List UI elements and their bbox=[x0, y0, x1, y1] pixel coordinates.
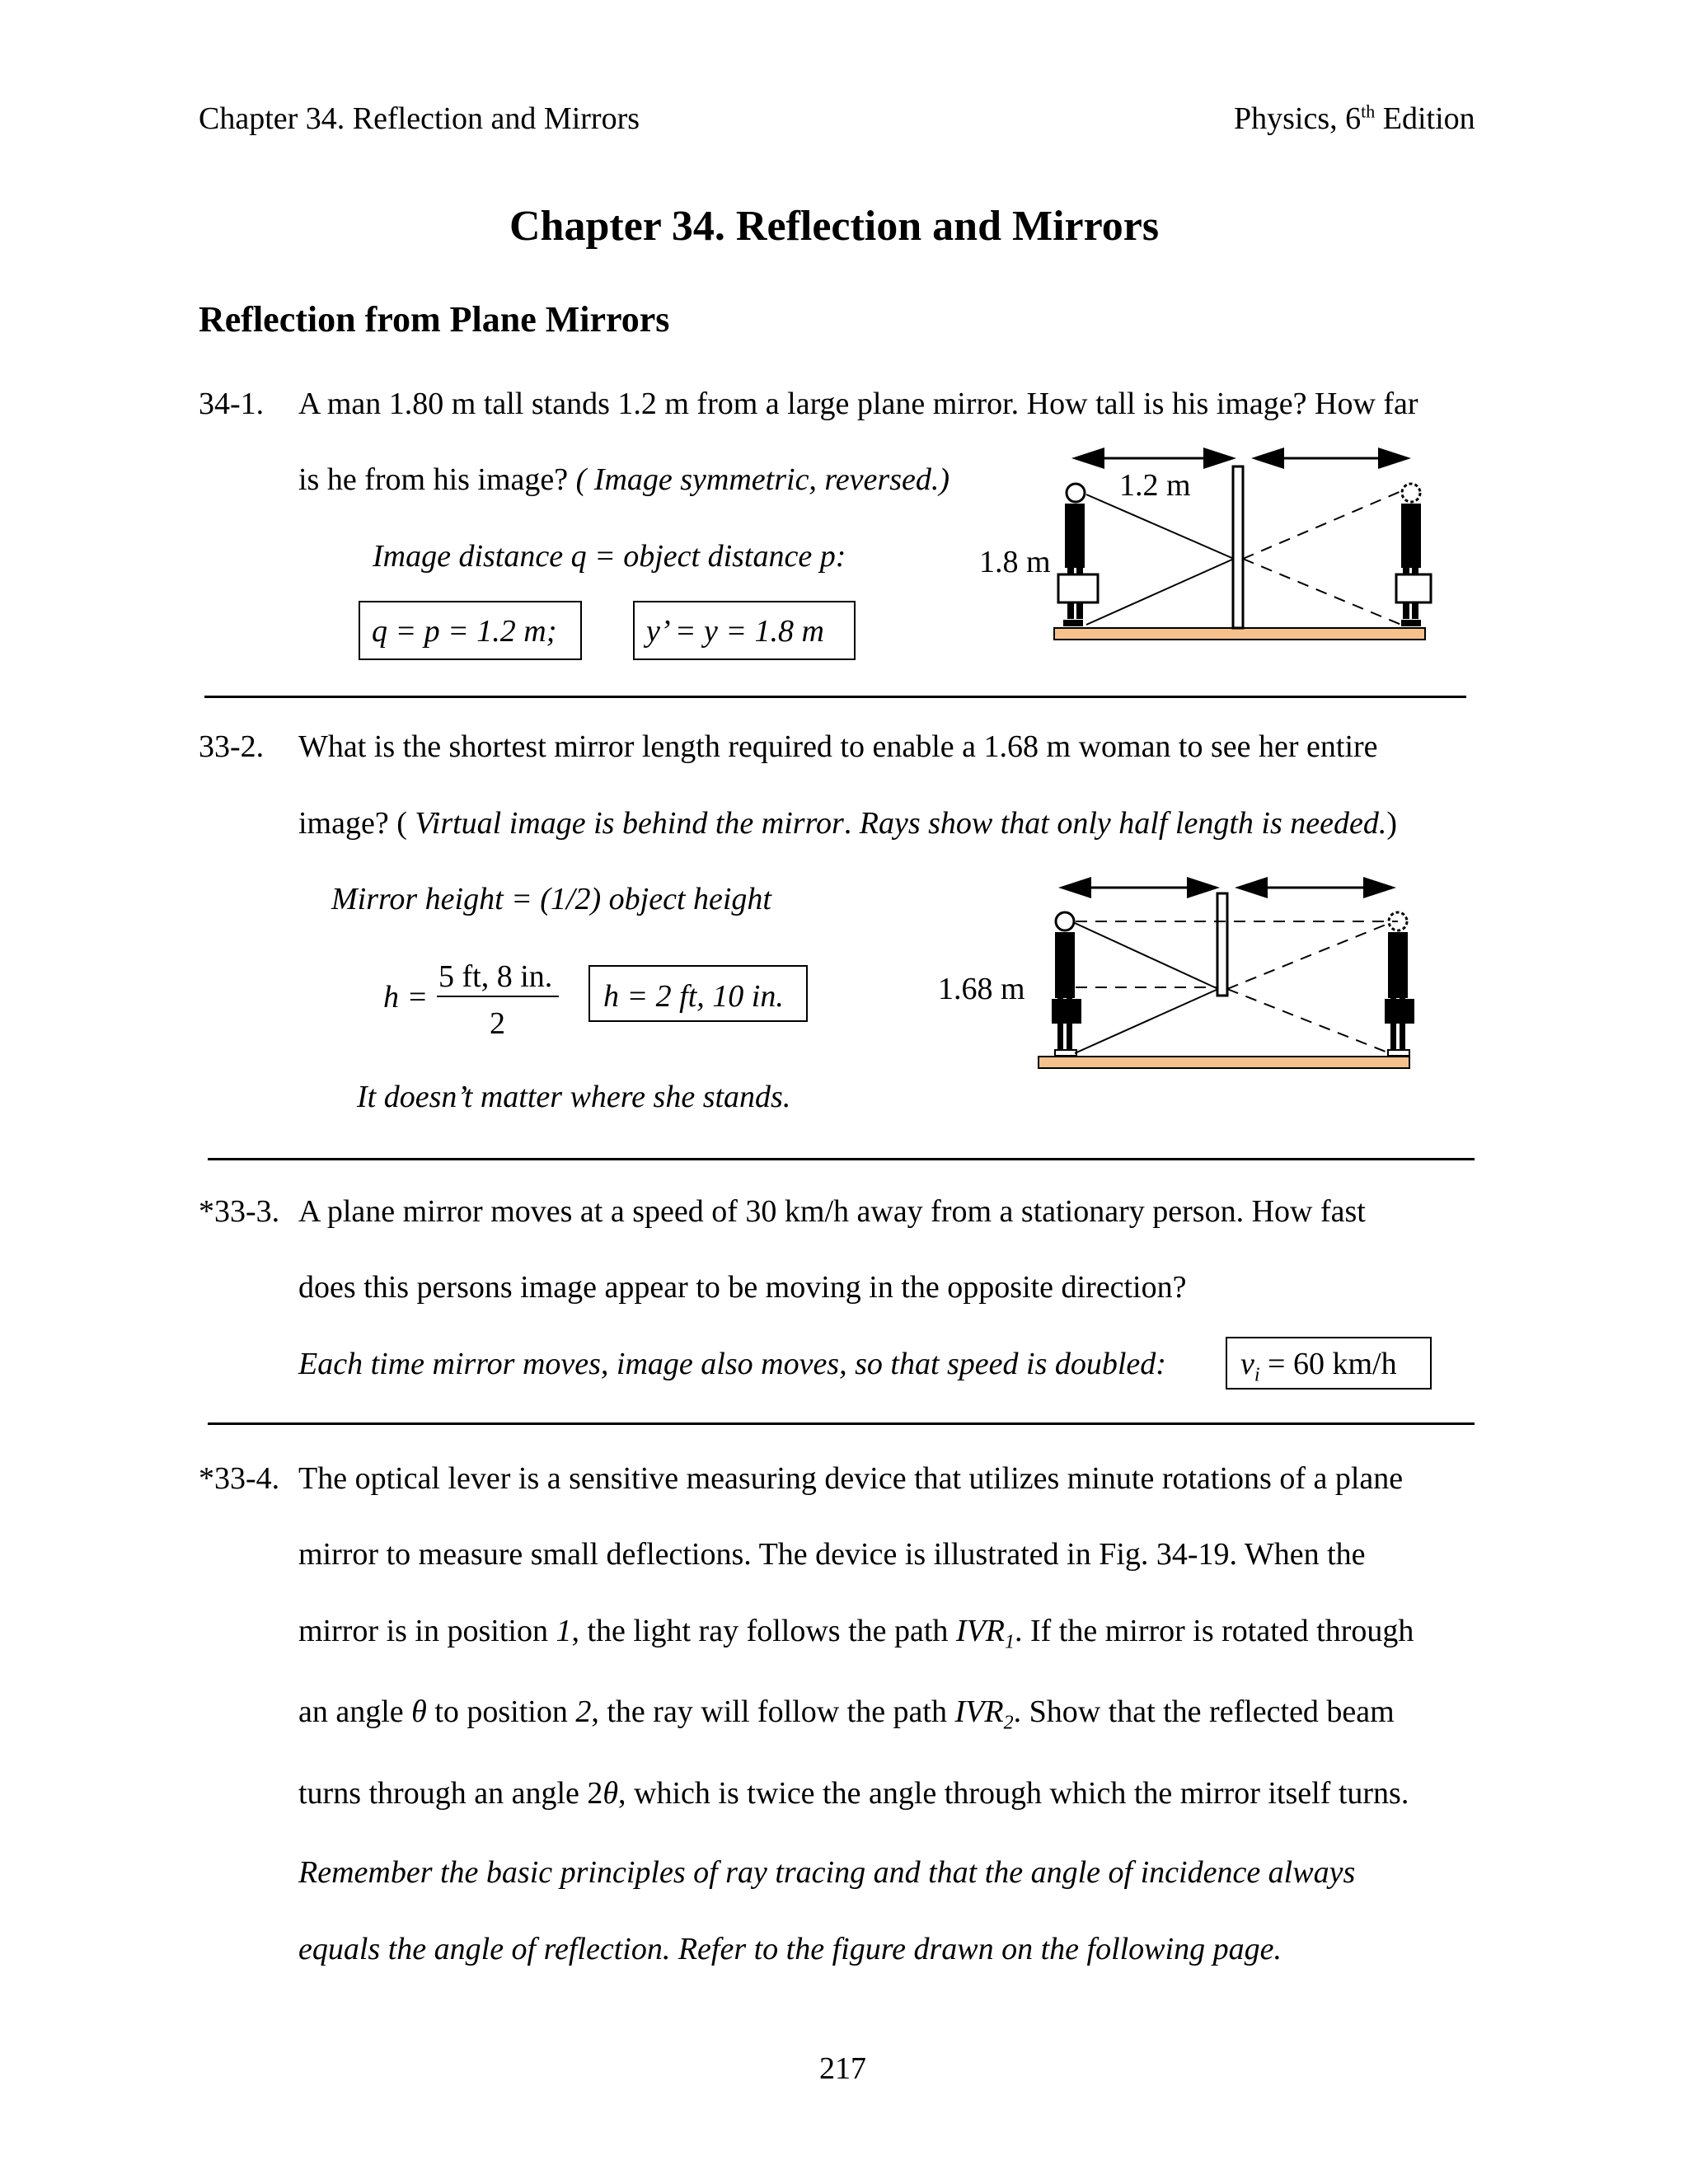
problem-3-number: *33-3. bbox=[199, 1194, 280, 1229]
problem-4-l4-c: to position bbox=[426, 1694, 576, 1729]
problem-3-line-1: A plane mirror moves at a speed of 30 km/h away from a stationary person. How fast bbox=[298, 1194, 1366, 1229]
problem-4-l3-pos1: 1 bbox=[556, 1614, 572, 1648]
problem-4-l3-sub: 1 bbox=[1005, 1631, 1015, 1653]
problem-4-line-5 bbox=[298, 1778, 1409, 1809]
problem-1-note: Image distance q = object distance p: bbox=[373, 539, 846, 574]
problem-3-note: Each time mirror moves, image also moves, so that speed is doubled: bbox=[298, 1347, 1166, 1381]
header-edition-prefix: Physics, 6 bbox=[1234, 101, 1362, 136]
problem-2-answer: h = 2 ft, 10 in. bbox=[603, 979, 784, 1014]
problem-4-l4-path: IVR bbox=[954, 1694, 1004, 1729]
page-number: 217 bbox=[819, 2051, 866, 2086]
problem-4-note-2: equals the angle of reflection. Refer to the figure drawn on the following page. bbox=[298, 1932, 1282, 1966]
problem-4-note-1: Remember the basic principles of ray tracing and that the angle of incidence always bbox=[298, 1855, 1356, 1890]
problem-3-line-2: does this persons image appear to be moving in the opposite direction? bbox=[298, 1270, 1187, 1305]
problem-4-line-2: mirror to measure small deflections. The device is illustrated in Fig. 34-19. When the bbox=[298, 1537, 1366, 1572]
problem-2-eq-lhs: h = bbox=[383, 980, 429, 1015]
figure-2-virtual-ray-1 bbox=[1227, 923, 1390, 989]
problem-1-question: is he from his image? bbox=[298, 462, 576, 497]
problem-4-line-4 bbox=[298, 1694, 1395, 1734]
problem-3-answer bbox=[1240, 1347, 1397, 1386]
figure-1-height-label: 1.8 m bbox=[979, 545, 1051, 579]
problem-1-hint: ( Image symmetric, reversed.) bbox=[575, 462, 950, 497]
problem-4-l5-c: , which is twice the angle through which the mirror itself turns. bbox=[618, 1776, 1409, 1811]
problem-4-l4-theta: θ bbox=[411, 1694, 427, 1729]
figure-1-distance-label: 1.2 m bbox=[1119, 468, 1191, 503]
figure-2-woman bbox=[1052, 912, 1081, 1056]
problem-1-number: 34-1. bbox=[199, 387, 265, 421]
figure-2-height-label: 1.68 m bbox=[938, 972, 1025, 1006]
running-header-left: Chapter 34. Reflection and Mirrors bbox=[199, 101, 640, 136]
problem-2-line-1: What is the shortest mirror length required to enable a 1.68 m woman to see her entire bbox=[298, 729, 1378, 764]
chapter-title: Chapter 34. Reflection and Mirrors bbox=[509, 203, 1160, 250]
figure-2-mirror bbox=[1217, 893, 1227, 996]
section-heading: Reflection from Plane Mirrors bbox=[199, 299, 670, 340]
problem-2-number: 33-2. bbox=[199, 729, 265, 764]
problem-2-hint-b: Rays show that only half length is needed. bbox=[859, 806, 1387, 841]
problem-4-l3-a: mirror is in position bbox=[298, 1614, 556, 1648]
divider-2 bbox=[208, 1158, 1475, 1160]
problem-4-l4-h: . Show that the reflected beam bbox=[1013, 1694, 1395, 1729]
problem-1-answer-2: y’ = y = 1.8 m bbox=[646, 614, 824, 649]
figure-2-arrowhead-right bbox=[1187, 877, 1220, 898]
problem-1-line-1: A man 1.80 m tall stands 1.2 m from a large plane mirror. How tall is his image? How far bbox=[298, 387, 1418, 421]
problem-4-l4-e: , the ray will follow the path bbox=[591, 1694, 955, 1729]
figure-2-ray-2 bbox=[1075, 989, 1218, 1053]
problem-2-hint-a: Virtual image is behind the mirror bbox=[415, 806, 844, 841]
problem-4-l4-a: an angle bbox=[298, 1694, 412, 1729]
header-edition-suffix: Edition bbox=[1375, 101, 1475, 136]
figure-2-image-arrowhead-right bbox=[1363, 877, 1396, 898]
figure-2-image-woman bbox=[1385, 912, 1414, 1056]
problem-2-note-2: It doesn’t matter where she stands. bbox=[357, 1080, 791, 1114]
problem-2-eq-denominator: 2 bbox=[490, 1006, 505, 1041]
problem-3-answer-v: v bbox=[1240, 1347, 1254, 1381]
divider-3 bbox=[208, 1422, 1475, 1425]
problem-4-line-3 bbox=[298, 1614, 1414, 1653]
problem-4-l4-sub: 2 bbox=[1003, 1712, 1014, 1734]
header-edition-sup: th bbox=[1361, 101, 1376, 122]
problem-2-eq-numerator: 5 ft, 8 in. bbox=[438, 959, 553, 994]
problem-3-answer-sub: i bbox=[1254, 1364, 1260, 1386]
problem-2-hint-sep: . bbox=[843, 806, 860, 841]
figure-2-virtual-ray-2 bbox=[1227, 989, 1390, 1053]
figure-2-arrowhead-left bbox=[1058, 877, 1091, 898]
problem-1-answer-1: q = p = 1.2 m; bbox=[372, 614, 557, 649]
problem-3-answer-value: = 60 km/h bbox=[1259, 1347, 1397, 1381]
problem-4-l3-path: IVR bbox=[955, 1614, 1005, 1648]
problem-4-l3-f: . If the mirror is rotated through bbox=[1015, 1614, 1414, 1648]
problem-2-note: Mirror height = (1/2) object height bbox=[331, 882, 771, 916]
figure-2-ray-1 bbox=[1075, 923, 1218, 989]
problem-4-l3-c: , the light ray follows the path bbox=[571, 1614, 956, 1648]
problem-4-l5-a: turns through an angle 2 bbox=[298, 1776, 603, 1811]
problem-4-l5-theta: θ bbox=[603, 1776, 619, 1811]
problem-2-hint-end: ) bbox=[1386, 806, 1397, 841]
problem-4-number: *33-4. bbox=[199, 1461, 280, 1496]
figure-2-image-arrowhead-left bbox=[1235, 877, 1268, 898]
problem-4-line-1: The optical lever is a sensitive measuring device that utilizes minute rotations of a plane bbox=[298, 1461, 1404, 1496]
figure-2-floor bbox=[1039, 1057, 1409, 1068]
problem-4-l4-pos2: 2 bbox=[575, 1694, 592, 1729]
problem-2-q-start: image? ( bbox=[298, 806, 415, 841]
